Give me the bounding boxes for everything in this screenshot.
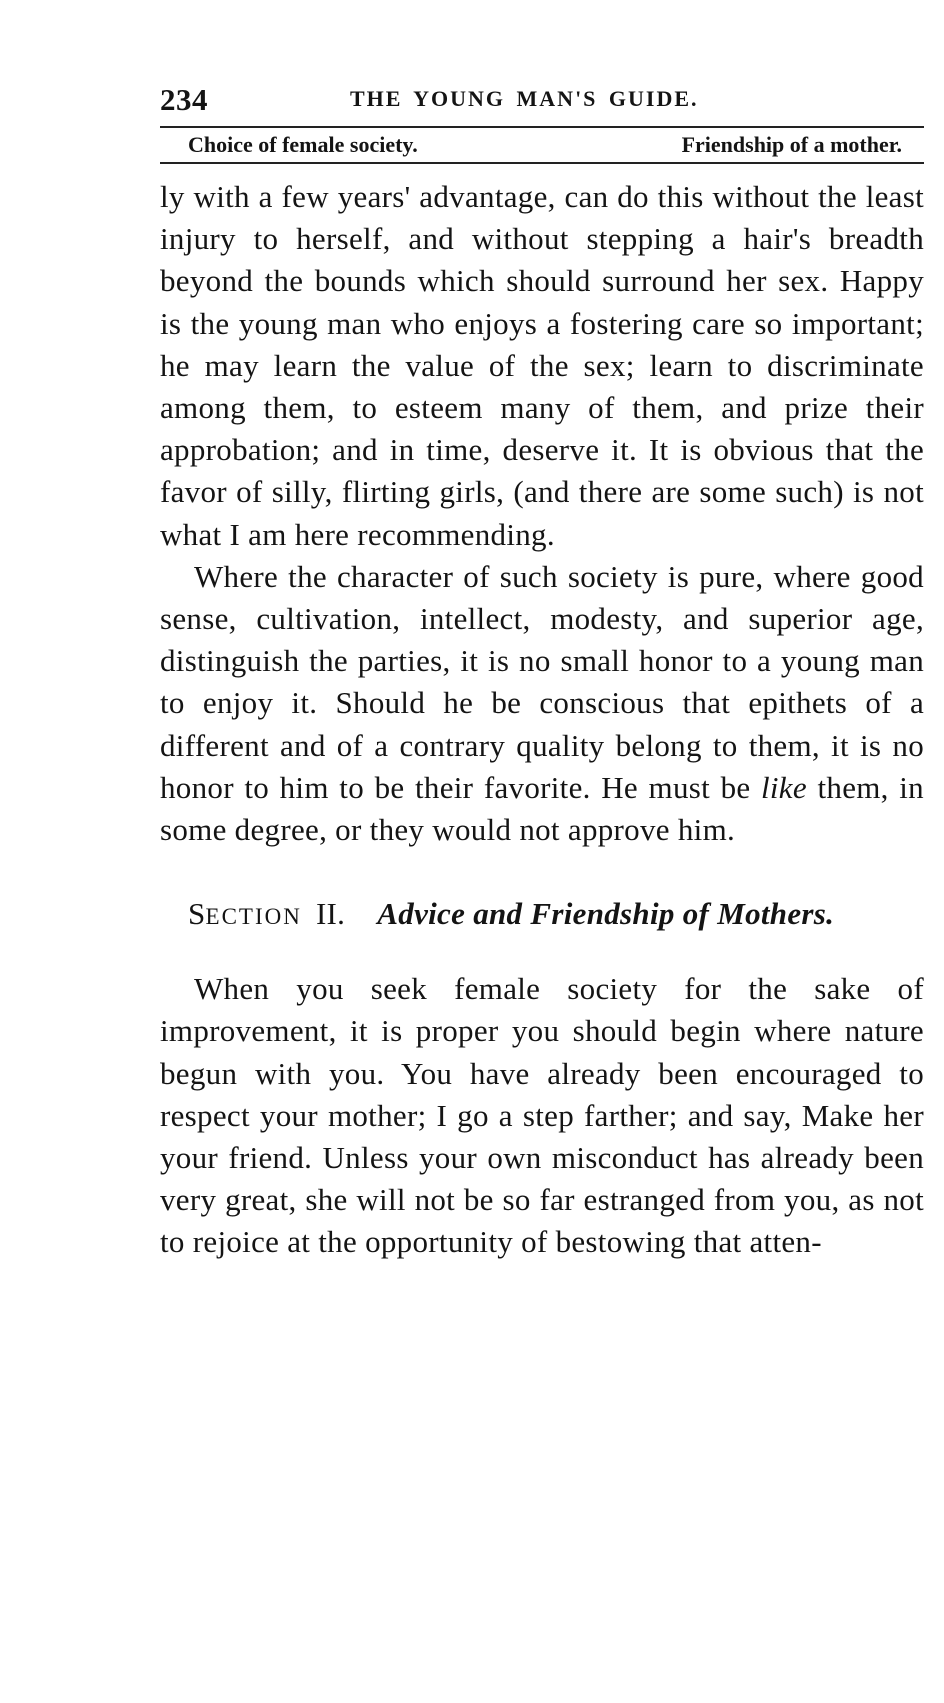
right-subhead: Friendship of a mother.	[681, 132, 902, 157]
section-title: Advice and Friendship of Mothers.	[377, 896, 835, 932]
section-label-initial: S	[188, 896, 206, 932]
subhead-row	[160, 128, 924, 162]
section-number: II.	[315, 896, 346, 932]
page-body	[160, 176, 924, 1264]
paragraph-society-text-b: them, in some degree, or they would not approve him.	[160, 769, 924, 848]
section-label-rest: ECTION	[205, 904, 302, 930]
paragraph-continued: ly with a few years' advantage, can do this without the least injury to herself, and without stepping a hair's breadth beyond the bounds which should surround her sex. Happy is the young man who enjoys a fostering care so important; he may learn the value of the sex; learn to discriminate among them, to esteem many of them, and prize their approbation; and in time, deserve it. It is obvious that the favor of silly, flirting girls, (and there are some such) is not what I am here recommending.	[160, 179, 924, 552]
paragraph-society	[160, 556, 924, 851]
paragraph-society-text-a: Where the character of such society is pure, where good sense, cultivation, intellect, modesty, and superior age, distinguish the parties, it is no small honor to a young man to enjoy it. Should he be conscious that epithets of a different and of a contrary quality belong to them, it is no honor to him to be their favorite. He must be	[160, 558, 924, 805]
section-heading	[188, 893, 924, 938]
left-subhead: Choice of female society.	[188, 132, 418, 157]
book-title: THE YOUNG MAN'S GUIDE.	[350, 86, 699, 111]
page-number: 234	[160, 82, 208, 117]
book-page	[160, 70, 924, 1264]
emphasis-word: like	[760, 769, 807, 805]
running-head	[160, 70, 924, 120]
header-rule-bottom	[160, 162, 924, 164]
paragraph-mothers: When you seek female society for the sake of improvement, it is proper you should begin where nature begun with you. You have already been encouraged to respect your mother; I go a step farther; and say, Make her your friend. Unless your own misconduct has already been very great, she will not be so far estranged from you, as not to rejoice at the opportunity of bestowing that atten-	[160, 971, 924, 1260]
